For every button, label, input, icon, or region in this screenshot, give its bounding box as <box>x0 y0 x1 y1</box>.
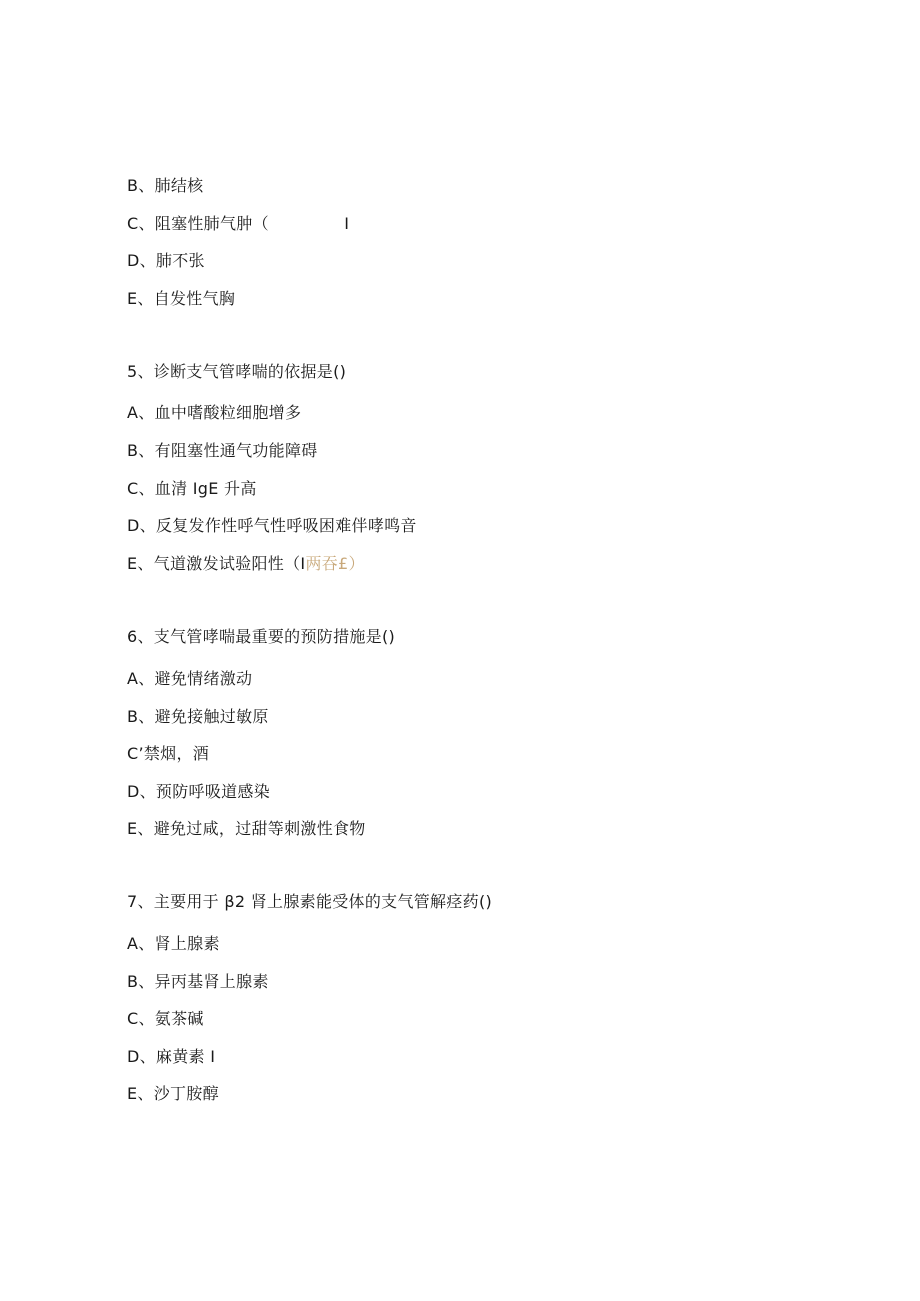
q7-option-e: E、沙丁胺醇 <box>127 1084 219 1103</box>
prev-option-d: D、肺不张 <box>127 251 205 270</box>
q7-option-c: C、氨茶碱 <box>127 1009 204 1028</box>
q5-option-a: A、血中嗜酸粒细胞增多 <box>127 403 302 422</box>
q5-option-e-faint-text: 两吞£） <box>305 554 365 573</box>
q7-option-b: B、异丙基肾上腺素 <box>127 972 269 991</box>
q5-option-e <box>127 553 365 575</box>
q6-option-d: D、预防呼吸道感染 <box>127 782 271 801</box>
q5-option-d: D、反复发作性呼气性呼吸困难伴哮鸣音 <box>127 516 417 535</box>
q6-option-b: B、避免接触过敏原 <box>127 707 269 726</box>
prev-option-c: C、阻塞性肺气肿（ I <box>127 214 350 233</box>
question-5-stem: 5、诊断支气管哮喘的依据是() <box>127 362 347 381</box>
q7-option-d: D、麻黄素 I <box>127 1047 216 1066</box>
q5-option-b: B、有阻塞性通气功能障碍 <box>127 441 318 460</box>
q6-option-a: A、避免情绪激动 <box>127 669 253 688</box>
q5-option-c: C、血清 IgE 升高 <box>127 479 257 498</box>
question-7-stem: 7、主要用于 β2 肾上腺素能受体的支气管解痉药() <box>127 892 493 911</box>
prev-option-e: E、自发性气胸 <box>127 289 236 308</box>
q5-option-e-text: E、气道激发试验阳性（I <box>127 554 306 573</box>
prev-option-b: B、肺结核 <box>127 176 204 195</box>
q6-option-e: E、避免过咸，过甜等刺激性食物 <box>127 819 366 838</box>
question-6-stem: 6、支气管哮喘最重要的预防措施是() <box>127 627 396 646</box>
q6-option-c: C’禁烟，酒 <box>127 744 210 763</box>
q7-option-a: A、肾上腺素 <box>127 934 220 953</box>
